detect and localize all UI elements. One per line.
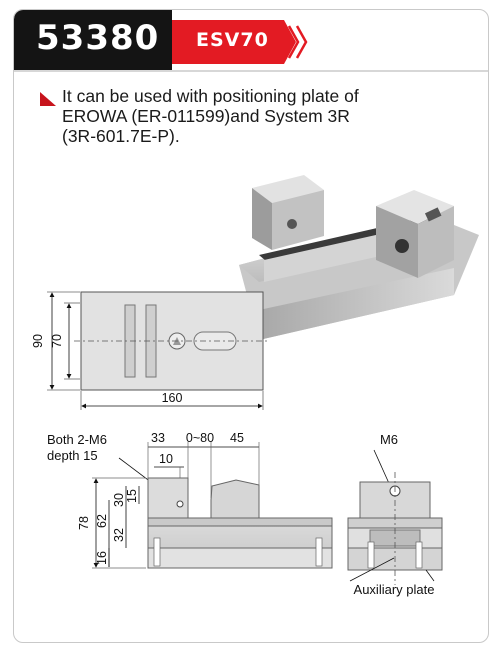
dim-range: 0~80 (185, 431, 215, 445)
top-view-drawing (31, 292, 270, 410)
dim-10: 10 (159, 452, 173, 466)
dim-33: 33 (151, 431, 165, 445)
dim-15: 15 (125, 489, 139, 503)
note-thread-depth: depth 15 (47, 448, 98, 463)
model-number: 53380 (36, 18, 160, 58)
description-line: It can be used with positioning plate of (62, 86, 359, 106)
dim-62: 62 (95, 514, 109, 528)
technical-drawings (14, 10, 489, 643)
dim-45: 45 (230, 431, 244, 445)
thread-label: M6 (379, 432, 399, 447)
description-line: EROWA (ER-011599)and System 3R (62, 106, 350, 126)
dim-height-inner: 70 (50, 334, 64, 348)
dim-78: 78 (77, 516, 91, 530)
series-name: ESV70 (196, 29, 269, 51)
note-thread-count: Both 2-M6 (47, 432, 107, 447)
product-card (13, 9, 489, 643)
dim-32: 32 (112, 528, 126, 542)
side-view-drawing (47, 431, 332, 568)
dim-height-outer: 90 (31, 334, 45, 348)
vise-photo (239, 175, 479, 340)
auxiliary-plate-label: Auxiliary plate (353, 582, 435, 597)
end-view-drawing (348, 432, 442, 597)
dim-width: 160 (161, 391, 183, 405)
description-line: (3R-601.7E-P). (62, 126, 180, 146)
dim-30: 30 (112, 493, 126, 507)
dim-16: 16 (95, 551, 109, 565)
